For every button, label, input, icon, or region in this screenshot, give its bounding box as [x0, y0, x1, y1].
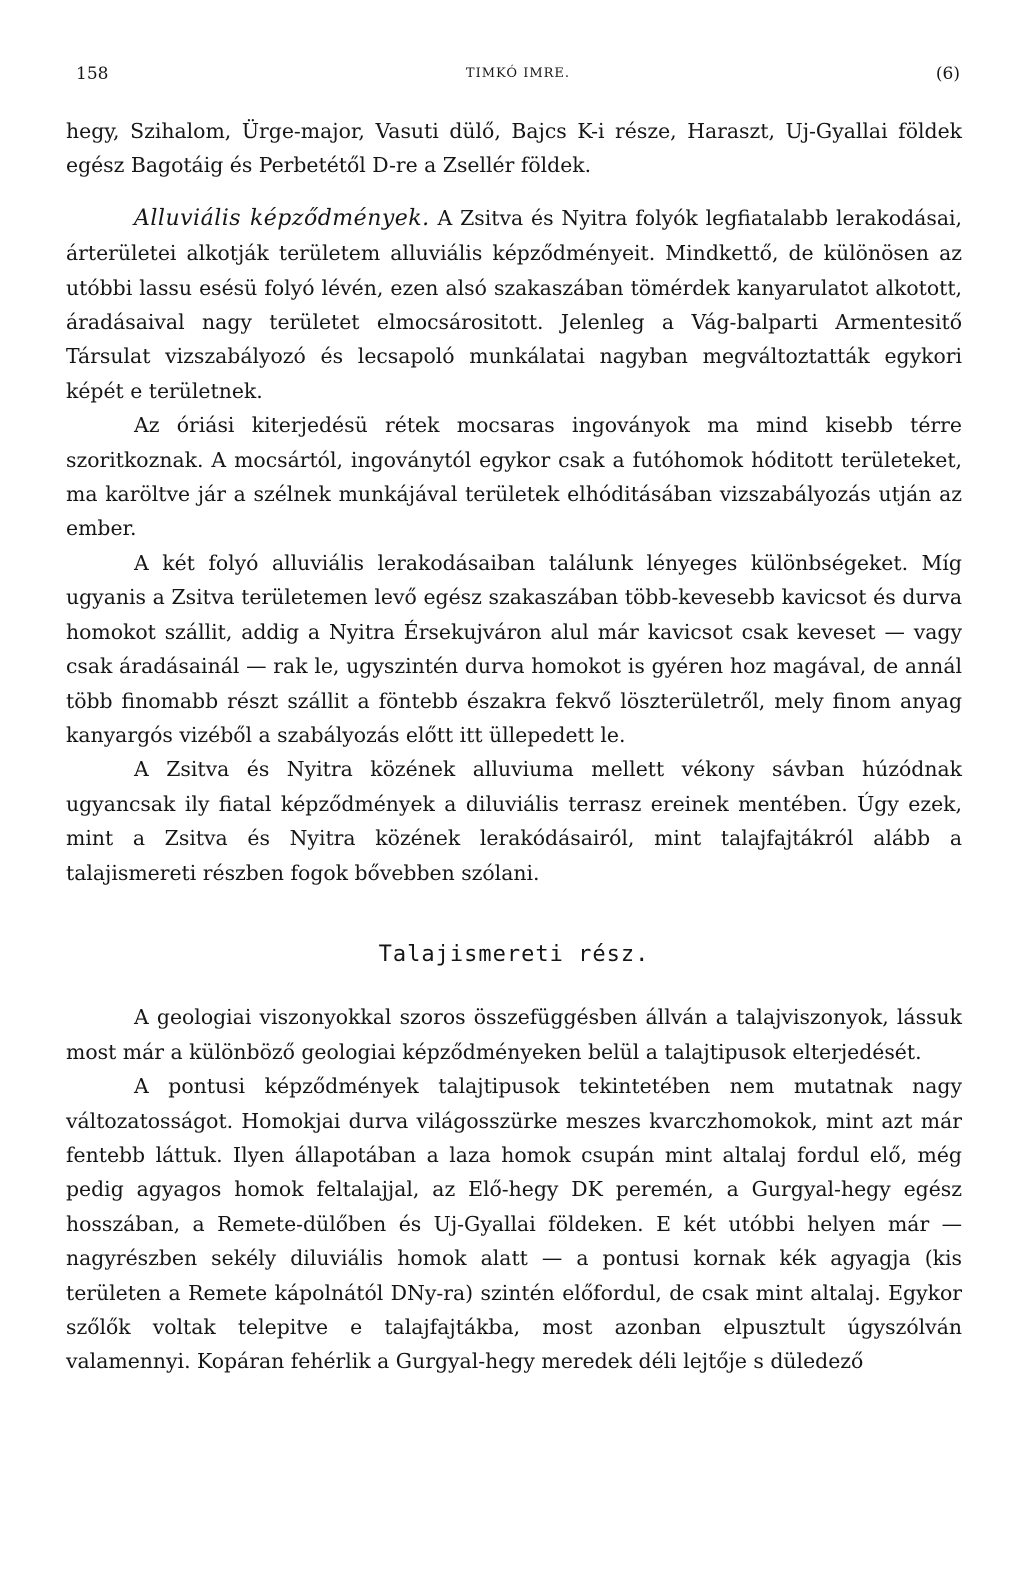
page-body — [66, 114, 962, 1379]
paragraph-1: hegy, Szihalom, Ürge-major, Vasuti dülő, Bajcs K-i része, Haraszt, Uj-Gyallai földek egész Bagotáig és Perbetétől D-re a Zsellér földek. — [66, 119, 962, 178]
paragraph-3: Az óriási kiterjedésü rétek mocsaras ingoványok ma mind kisebb térre szoritkoznak. A mocsártól, ingoványtól egykor csak a futóhomok hóditott területeket, ma karöltve jár a szélnek munkájával területek elhóditásában vizszabályozás utján az ember. — [66, 413, 962, 541]
page-number: 158 — [76, 64, 109, 84]
paragraph-2 — [66, 201, 962, 408]
running-head: TIMKÓ IMRE. — [465, 66, 571, 81]
running-header — [76, 62, 960, 86]
section-title: Talajismereti rész. — [378, 941, 650, 967]
section-number: (6) — [935, 64, 960, 84]
paragraph-2-text: A Zsitva és Nyitra folyók legfiatalabb lerakodásai, árterületei alkotják területem alluviális képződményeit. Mindkettő, de különösen az utóbbi lassu esésü folyó lévén, ezen alsó szakaszában tömérdek kanyarulatot alkotott, áradásaival nagy területet elmocsárositott. Jelenleg a Vág-balparti Armentesitő Társulat vizszabályozó és lecsapoló munkálatai nagyban megváltoztatták egykori képét e területnek. — [66, 205, 962, 403]
paragraph-4: A két folyó alluviális lerakodásaiban találunk lényeges különbségeket. Míg ugyanis a Zsitva területemen levő egész szakaszában több-kevesebb kavicsot és durva homokot szállit, addig a Nyitra Érsekujváron alul már kavicsot csak keveset — vagy csak áradásainál — rak le, ugyszintén durva homokot is gyéren hoz magával, de annál több finomabb részt szállit a föntebb északra fekvő löszterületről, mely finom anyag kanyargós vizéből a szabályozás előtt itt üllepedett le. — [66, 550, 962, 747]
paragraph-5: A Zsitva és Nyitra közének alluviuma mellett vékony sávban húzódnak ugyancsak ily fiatal képződmények a diluviális terrasz ereinek mentében. Úgy ezek, mint a Zsitva és Nyitra közének lerakódásairól, mint talajfajtákról alább a talajismereti részben fogok bővebben szólani. — [66, 757, 962, 885]
paragraph-6: A geologiai viszonyokkal szoros összefüggésben állván a talajviszonyok, lássuk most már a különböző geologiai képződményeken belül a talajtipusok elterjedését. — [66, 1005, 962, 1064]
paragraph-7: A pontusi képződmények talajtipusok tekintetében nem mutatnak nagy változatosságot. Homokjai durva világosszürke meszes kvarczhomokok, mint azt már fentebb láttuk. Ilyen állapotában a laza homok csupán mint altalaj fordul elő, még pedig agyagos homok feltalajjal, az Elő-hegy DK peremén, a Gurgyal-hegy egész hosszában, a Remete-dülőben és Uj-Gyallai földeken. E két utóbbi helyen már — nagyrészben sekély diluviális homok alatt — a pontusi kornak kék agyagja (kis területen a Remete kápolnától DNy-ra) szintén előfordul, de csak mint altalaj. Egykor szőlők voltak telepitve e talajfajtákba, most azonban elpusztult úgyszólván valamennyi. Kopáran fehérlik a Gurgyal-hegy meredek déli lejtője s düledező — [66, 1074, 962, 1374]
paragraph-2-lead: Alluviális képződmények. — [134, 205, 430, 231]
